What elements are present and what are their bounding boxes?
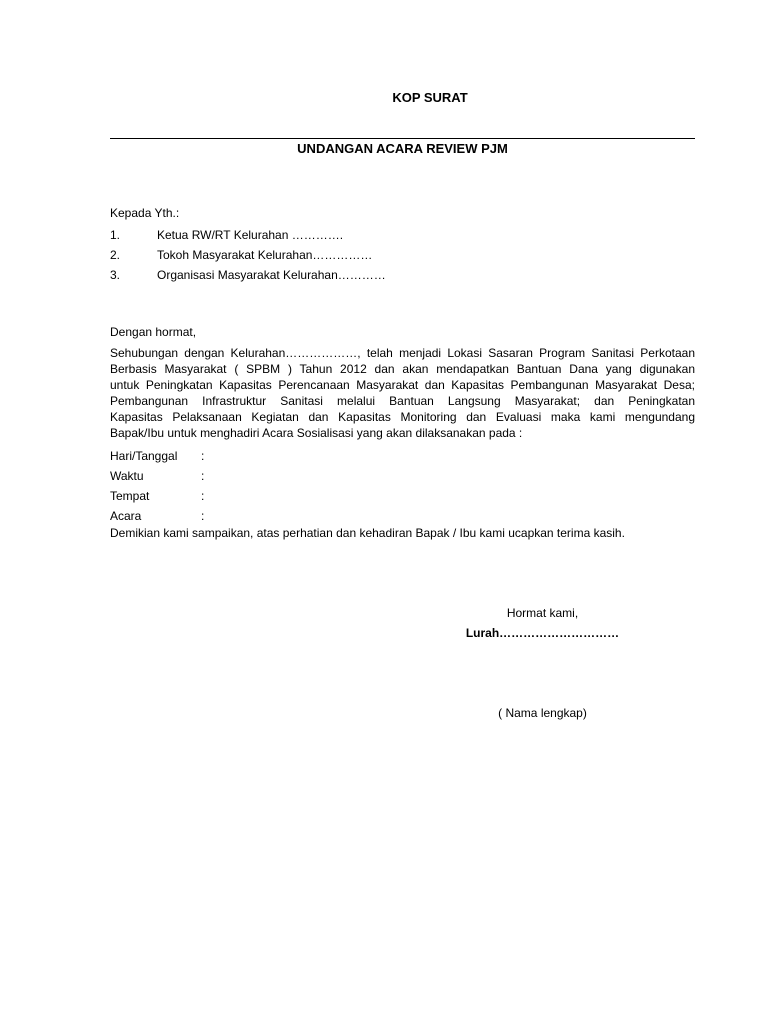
detail-label: Waktu	[110, 469, 144, 483]
body-line: Sehubungan dengan Kelurahan………………, telah menjadi Lokasi Sasaran Program Sanitasi Perkotaan	[110, 346, 695, 360]
detail-separator: :	[201, 469, 205, 483]
closing-sentence: Demikian kami sampaikan, atas perhatian dan kehadiran Bapak / Ibu kami ucapkan terima kasih.	[110, 526, 625, 540]
detail-row-place	[110, 486, 695, 506]
signature-greeting: Hormat kami,	[506, 606, 579, 620]
recipient-heading: Kepada Yth.:	[110, 206, 180, 220]
body-line: untuk Peningkatan Kapasitas Perencanaan Masyarakat dan Kapasitas Pembangunan Masyarakat Desa;	[110, 378, 695, 392]
header-divider	[110, 138, 695, 139]
detail-separator: :	[201, 489, 205, 503]
body-line: Bapak/Ibu untuk menghadiri Acara Sosialisasi yang akan dilaksanakan pada :	[110, 426, 523, 440]
recipient-number: 1.	[110, 228, 121, 242]
detail-label: Tempat	[110, 489, 150, 503]
recipient-text: Tokoh Masyarakat Kelurahan……………	[157, 248, 373, 262]
event-details	[110, 446, 695, 526]
signature-name: ( Nama lengkap)	[498, 706, 587, 720]
detail-label: Hari/Tanggal	[110, 449, 178, 463]
body-paragraph	[110, 345, 695, 441]
recipient-item	[110, 225, 695, 245]
recipient-list	[110, 225, 695, 285]
detail-separator: :	[201, 509, 205, 523]
letterhead-title: KOP SURAT	[392, 90, 468, 105]
recipient-number: 3.	[110, 268, 121, 282]
salutation: Dengan hormat,	[110, 325, 197, 339]
detail-separator: :	[201, 449, 205, 463]
body-line: Kapasitas Pelaksanaan Kegiatan dan Kapasitas Monitoring dan Evaluasi maka kami mengundang	[110, 410, 695, 424]
letter-title: UNDANGAN ACARA REVIEW PJM	[297, 141, 508, 156]
detail-label: Acara	[110, 509, 142, 523]
recipient-item	[110, 245, 695, 265]
body-line: Berbasis Masyarakat ( SPBM ) Tahun 2012 dan akan mendapatkan Bantuan Dana yang digunakan	[110, 362, 695, 376]
detail-row-time	[110, 466, 695, 486]
recipient-text: Ketua RW/RT Kelurahan ………….	[157, 228, 344, 242]
recipient-text: Organisasi Masyarakat Kelurahan…………	[157, 268, 386, 282]
body-line: Pembangunan Infrastruktur Sanitasi melalui Bantuan Langsung Masyarakat; dan Peningkatan	[110, 394, 695, 408]
signature-title: Lurah…………………………	[465, 626, 620, 640]
recipient-number: 2.	[110, 248, 121, 262]
detail-row-date	[110, 446, 695, 466]
recipient-item	[110, 265, 695, 285]
detail-row-event	[110, 506, 695, 526]
